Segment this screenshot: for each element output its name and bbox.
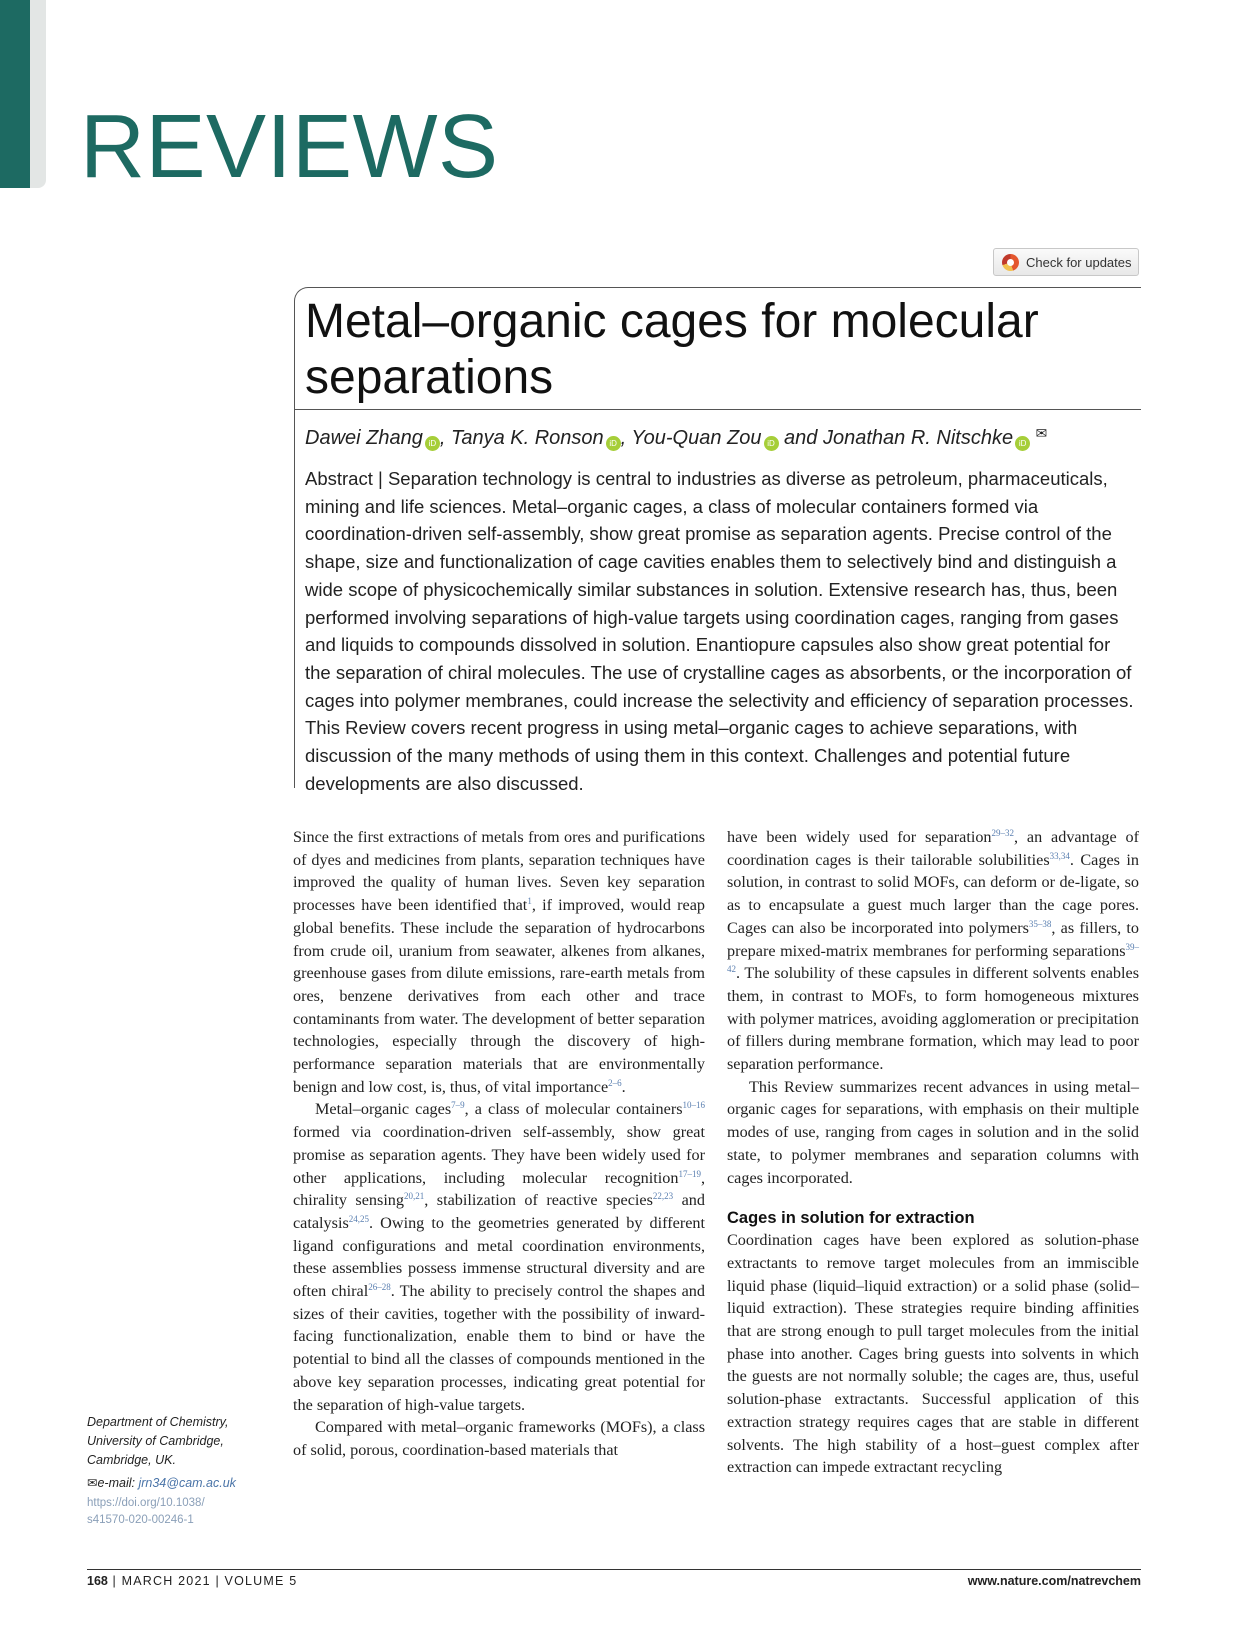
author-name[interactable]: and Jonathan R. Nitschke <box>778 427 1014 449</box>
author-list <box>305 425 1135 451</box>
reference-link[interactable]: 35–38 <box>1028 918 1052 929</box>
paragraph: Metal–organic cages$^{7-9}$, a class of molecular containers$^{10-16}$ formed via coordination-driven self-assembly, show great promise as separation agents. They have been widely used for other applications, including molecular recognition$^{17-19}$, chirality sensing$^{20,21}$, stabilization of reactive species$^{22,23}$ and catalysis$^{24,25}$. Owing to the geometries generated by different ligand configurations and metal coordination environments, these assemblies possess immense structural diversity and are often chiral$^{26-28}$. The ability to precisely control the shapes and sizes of their cavities, together with the possibility of inward-facing functionalization, enable them to bind or have the potential to bind all the classes of compounds mentioned in the above key separation processes, indicating great potential for the separation of high-value targets. <box>293 1100 706 1414</box>
body-column-left <box>293 826 705 1462</box>
article-title: Metal–organic cages for molecular separations <box>305 295 1039 404</box>
doi-link[interactable]: https://doi.org/10.1038/ s41570-020-00246-1 <box>87 1497 205 1526</box>
envelope-icon: ✉ <box>87 1476 98 1490</box>
journal-website-link[interactable]: www.nature.com/natrevchem <box>967 1574 1141 1588</box>
check-for-updates-button[interactable] <box>993 248 1139 276</box>
reference-link[interactable]: 39–42 <box>727 941 1139 975</box>
reference-link[interactable]: 26–28 <box>368 1282 391 1293</box>
paragraph: have been widely used for separation$^{29-32}$, an advantage of coordination cages is their tailorable solubilities$^{33,34}$. Cages in solution, in contrast to solid MOFs, can deform or de-ligate, so as to encapsulate a guest much larger than the cage pores. Cages can also be incorporated into polymers$^{35-38}$, as fillers, to prepare mixed-matrix membranes for performing separations$^{39-42}$. The solubility of these capsules in different solvents enables them, in contrast to MOFs, to form homogeneous mixtures with polymer matrices, avoiding agglomeration or precipitation of fillers during membrane formation, which may lead to poor separation performance. <box>727 828 1139 1074</box>
author-name[interactable]: , You-Quan Zou <box>620 427 762 449</box>
abstract: Abstract | Separation technology is central to industries as diverse as petroleum, pharmaceuticals, mining and life sciences. Metal–organic cages, a class of molecular containers formed via coordination-driven self-assembly, show great promise as separation agents. Precise control of the shape, size and functionalization of cage cavities enables them to selectively bind and distinguish a wide scope of physicochemically similar substances in solution. Extensive research has, thus, been performed involving separations of high-value targets using coordination cages, ranging from gases and liquids to compounds dissolved in solution. Enantiopure capsules also show great potential for the separation of chiral molecules. The use of crystalline cages as absorbents, or the incorporation of cages into polymer membranes, could increase the selectivity and efficiency of separation processes. This Review covers recent progress in using metal–organic cages to achieve separations, with discussion of the many methods of using them in this context. Challenges and potential future developments are also discussed. <box>305 468 1134 794</box>
crossmark-icon <box>1002 254 1019 271</box>
reference-link[interactable]: 17–19 <box>678 1168 701 1179</box>
abstract-label: Abstract <box>305 468 373 489</box>
paragraph: Compared with metal–organic frameworks (MOFs), a class of solid, porous, coordination-based materials that <box>293 1418 705 1459</box>
reference-link[interactable]: 7–9 <box>451 1100 465 1111</box>
body-column-right <box>727 826 1139 1479</box>
reference-link[interactable]: 22,23 <box>652 1191 674 1202</box>
paragraph: Coordination cages have been explored as solution-phase extractants to remove target molecules from an immiscible liquid phase (liquid–liquid extraction) or a solid phase (solid–liquid extraction). These strategies require binding affinities that are strong enough to pull target molecules from the initial phase into another. Cages bring guests into solvents in which the guests are not normally soluble; the cages are, thus, useful solution-phase extractants. Successful application of this extraction strategy requires cages that are stable in different solvents. The high stability of a host–guest complex after extraction can impede extractant recycling <box>727 1231 1139 1477</box>
orcid-icon[interactable]: iD <box>425 436 440 451</box>
issue-info: MARCH 2021 | VOLUME 5 <box>121 1574 298 1588</box>
paragraph: Since the first extractions of metals from ores and purifications of dyes and medicines from plants, separation techniques have improved the quality of human lives. Seven key separation processes have been identified that$^1$, if improved, would reap global benefits. These include the separation of hydrocarbons from crude oil, uranium from seawater, alkenes from alkanes, greenhouse gases from dilute emissions, rare-earth metals from ores, benzene derivatives from each other and trace contaminants from water. The development of better separation technologies, especially through the discovery of high-performance separation materials that are environmentally benign and low cost, is, thus, of vital importance$^{2-6}$. <box>293 828 706 1096</box>
abstract-text: Separation technology is central to industries as diverse as petroleum, pharmaceuticals, mining and life sciences. Metal–organic cages, a class of molecular containers formed via coordination-driven self-assembly, show great promise as separation agents. Precise control of the shape, size and functionalization of cage cavities enables them to selectively bind and distinguish a wide scope of physicochemically similar substances in solution. Extensive research has, thus, been performed involving separations of high-value targets using coordination cages, ranging from gases and liquids to compounds dissolved in solution. Enantiopure capsules also show great potential for the separation of chiral molecules. The use of crystalline cages as absorbents, or the incorporation of cages into polymer membranes, could increase the selectivity and efficiency of separation processes. This Review covers recent progress in using metal–organic cages to achieve separations, with discussion of the many methods of using them in this context. Challenges and potential future developments are also discussed. <box>305 468 1134 794</box>
reference-link[interactable]: 10–16 <box>682 1100 706 1111</box>
orcid-icon[interactable]: iD <box>764 436 779 451</box>
author-name[interactable]: Dawei Zhang <box>305 427 423 449</box>
affiliation-line: Cambridge, UK. <box>87 1453 176 1467</box>
author-affiliation <box>87 1413 277 1493</box>
section-label: REVIEWS <box>80 97 499 197</box>
correspondence-email: ✉e-mail: jrn34@cam.ac.uk <box>87 1476 236 1490</box>
paragraph: This Review summarizes recent advances in using metal–organic cages for separations, with emphasis on their multiple modes of use, ranging from cages in solution and in the solid state, to polymer membranes and separation columns with cages incorporated. <box>727 1077 1139 1187</box>
orcid-icon[interactable]: iD <box>1015 436 1030 451</box>
check-updates-label: Check for updates <box>1026 254 1132 270</box>
reference-link[interactable]: 1 <box>527 896 532 907</box>
journal-accent-shadow <box>30 0 46 188</box>
section-heading: Cages in solution for extraction <box>727 1209 975 1228</box>
orcid-icon[interactable]: iD <box>606 436 621 451</box>
reference-link[interactable]: 24,25 <box>348 1213 369 1224</box>
abstract-rule <box>294 410 295 788</box>
reference-link[interactable]: 20,21 <box>404 1191 425 1202</box>
page-number: 168 <box>87 1574 108 1588</box>
envelope-icon[interactable]: ✉ <box>1035 425 1048 441</box>
affiliation-line: Department of Chemistry, <box>87 1415 229 1429</box>
journal-accent-bar <box>0 0 30 188</box>
reference-link[interactable]: 29–32 <box>991 828 1015 838</box>
email-link[interactable]: jrn34@cam.ac.uk <box>138 1476 236 1490</box>
affiliation-line: University of Cambridge, <box>87 1434 224 1448</box>
footer-rule <box>87 1569 1141 1570</box>
reference-link[interactable]: 33,34 <box>1049 850 1070 861</box>
reference-link[interactable]: 2–6 <box>608 1077 622 1088</box>
author-name[interactable]: , Tanya K. Ronson <box>439 427 604 449</box>
footer-issue: 168 | MARCH 2021 | VOLUME 5 <box>87 1574 298 1588</box>
